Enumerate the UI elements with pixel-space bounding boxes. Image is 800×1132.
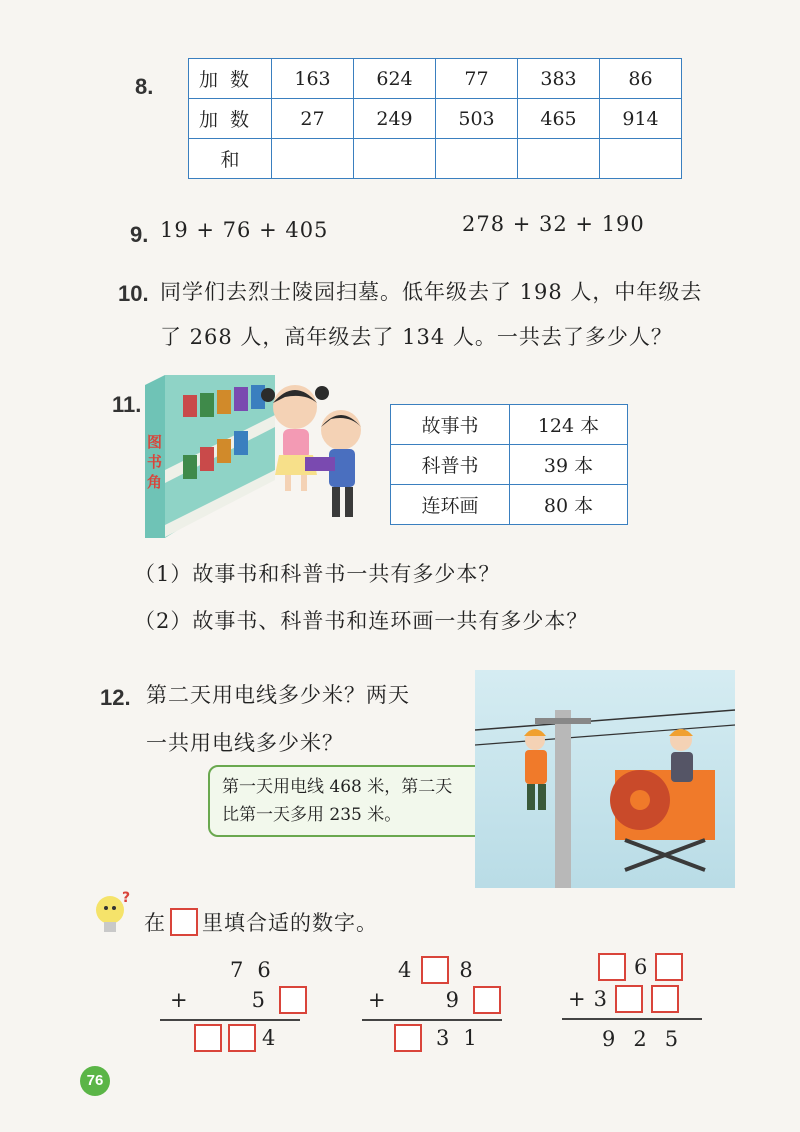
question-11-number: 11. [112,392,142,417]
plus-sign: + [368,988,386,1012]
answer-box[interactable] [228,1024,256,1052]
answer-box[interactable] [194,1024,222,1052]
table-cell: 249 [354,99,436,139]
q12-line-2: 一共用电线多少米？ [146,731,344,755]
puzzle-3 [562,950,702,1060]
plus-sign: + [568,987,586,1011]
expression-1: 19 + 76 + 405 [160,218,329,242]
answer-box[interactable] [279,986,307,1014]
table-cell: 503 [436,99,518,139]
question-10-number: 10. [118,281,149,306]
answer-cell[interactable] [354,139,436,179]
addition-table [188,58,682,179]
table-cell: 86 [600,59,682,99]
digit: 6 [257,958,271,982]
digit: 7 [230,958,244,982]
digit: 1 [463,1026,477,1050]
plus-sign: + [170,988,188,1012]
book-count: 80 本 [510,485,628,525]
table-cell: 914 [600,99,682,139]
q10-line-1: 同学们去烈士陵园扫墓。低年级去了 198 人，中年级去 [160,280,703,304]
answer-box[interactable] [655,953,683,981]
table-cell: 27 [272,99,354,139]
table-cell: 383 [518,59,600,99]
answer-cell[interactable] [600,139,682,179]
instruction-pre: 在 [144,911,166,935]
question-12-number: 12. [100,685,131,710]
digit: 8 [459,958,473,982]
answer-cell[interactable] [518,139,600,179]
answer-box[interactable] [394,1024,422,1052]
digit: 4 [398,958,412,982]
bubble-line-1: 第一天用电线 468 米，第二天 [222,777,453,797]
digit: 6 [634,955,648,979]
answer-cell[interactable] [436,139,518,179]
book-type: 连环画 [391,485,510,525]
row-label-addend-2: 加数 [189,99,272,139]
digit: 3 [593,987,607,1011]
question-8-number: 8. [135,74,154,99]
question-9-number: 9. [130,222,149,247]
book-table [390,404,628,525]
expression-2: 278 + 32 + 190 [462,212,645,236]
lightbulb-icon [94,890,134,938]
row-label-addend-1: 加数 [189,59,272,99]
book-count: 124 本 [510,405,628,445]
digit: 9 [445,988,459,1012]
page-number: 76 [80,1066,110,1096]
answer-box[interactable] [598,953,626,981]
digit: 4 [262,1026,276,1050]
table-cell: 465 [518,99,600,139]
digit: 5 [251,988,265,1012]
reading-corner-illustration [145,375,367,538]
digit: 3 [436,1026,450,1050]
puzzle-2 [362,955,502,1055]
answer-box[interactable] [473,986,501,1014]
q11-sub-question-1: （1）故事书和科普书一共有多少本？ [134,562,501,586]
table-cell: 163 [272,59,354,99]
answer-box[interactable] [421,956,449,984]
svg-text:?: ? [122,890,131,906]
electricians-illustration [475,670,735,888]
digit: 5 [664,1027,679,1051]
digit: 2 [633,1027,647,1051]
bubble-line-2: 比第一天多用 235 米。 [222,805,402,825]
digit: 9 [602,1027,616,1051]
empty-box-icon [170,908,198,936]
book-count: 39 本 [510,445,628,485]
speech-bubble [208,765,520,837]
q11-sub-question-2: （2）故事书、科普书和连环画一共有多少本？ [134,609,589,633]
shelf-sign-char: 图 [147,433,163,451]
book-type: 故事书 [391,405,510,445]
answer-cell[interactable] [272,139,354,179]
answer-box[interactable] [651,985,679,1013]
puzzle-instruction [144,907,378,937]
shelf-sign-char: 书 [147,453,163,471]
book-type: 科普书 [391,445,510,485]
shelf-sign-char: 角 [147,473,163,491]
puzzle-1 [160,955,300,1055]
answer-box[interactable] [615,985,643,1013]
instruction-post: 里填合适的数字。 [202,911,378,935]
table-cell: 77 [436,59,518,99]
q12-line-1: 第二天用电线多少米？两天 [146,683,410,707]
table-cell: 624 [354,59,436,99]
q10-line-2: 了 268 人，高年级去了 134 人。一共去了多少人？ [160,325,673,349]
row-label-sum: 和 [189,139,272,179]
